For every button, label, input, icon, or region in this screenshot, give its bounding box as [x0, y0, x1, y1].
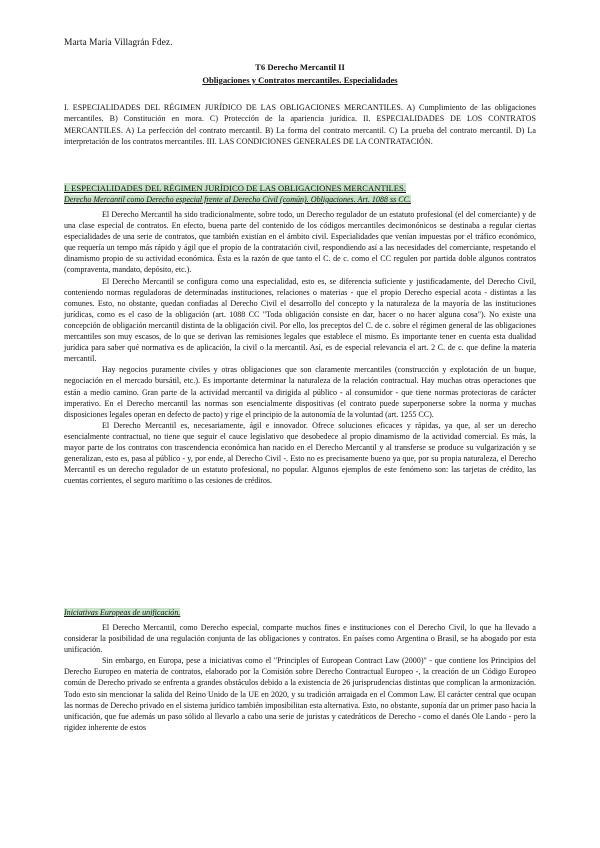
paragraph: El Derecho Mercantil se configura como una especialidad, esto es, se diferencia suficiente y justificadamente, del Derecho Civil, conteniendo normas reguladoras de determinadas instituciones, relaciones o materias - que el propio Derecho especial acota - distintas a las comunes. Esto, no obstante, quedan confiadas al Derecho Civil el desarrollo del concepto y la naturaleza de la mayoría de las instituciones jurídicas, como es el caso de la obligación (art. 1088 CC "Toda obligación consiste en dar, hacer o no hacer alguna cosa"). No existe una concepción de obligación mercantil distinta de la obligación civil. Por ello, los preceptos del C. de c. sobre el régimen general de las obligaciones mercantiles son muy escasos, de lo que se derivan las remisiones legales que establece el mismo. Es importante tener en cuenta esta dualidad jurídica para saber qué normativa es de aplicación, la civil o la mercantil. Así, es de especial relevancia el art. 2 C. de c. que define la materia mercantil.	[64, 276, 536, 364]
author-name: Marta María Villagrán Fdez.	[64, 38, 173, 48]
paragraph: El Derecho Mercantil, como Derecho especial, comparte muchos fines e instituciones con el Derecho Civil, lo que ha llevado a considerar la posibilidad de una regulación conjunta de las obligaciones y contratos. En países como Argentina o Brasil, se ha abogado por esta unificación.	[64, 623, 536, 655]
section-1-heading	[64, 183, 536, 193]
document-topic: T6 Derecho Mercantil II	[255, 62, 345, 72]
section-1-body	[64, 209, 536, 486]
section-2-body	[64, 622, 536, 733]
section-1-subheading-text: Derecho Mercantil como Derecho especial frente al Derecho Civil (común). Obligaciones. Art. 1088 ss CC.	[64, 195, 411, 204]
section-2-subheading	[64, 608, 180, 617]
paragraph: Hay negocios puramente civiles y otras obligaciones que son claramente mercantiles (construcción y explotación de un buque, negociación en el mercado bursátil, etc.). Es importante determinar la naturaleza de la relación contractual. Hay muchas otras operaciones que están a medio camino. Gran parte de la actividad mercantil va dirigida al público - al consumidor - que tiene normas protectoras de carácter imperativo. En el Derecho mercantil las normas son esencialmente dispositivas (el contrato puede superponerse sobre la norma y muchas disposiciones legales operan en defecto de pacto) y rige el principio de la autonomía de la voluntad (art. 1255 CC).	[64, 365, 536, 419]
section-1-heading-text: I. ESPECIALIDADES DEL RÉGIMEN JURÍDICO DE LAS OBLIGACIONES MERCANTILES.	[64, 183, 406, 193]
table-of-contents-summary: I. ESPECIALIDADES DEL RÉGIMEN JURÍDICO DE LAS OBLIGACIONES MERCANTILES. A) Cumplimiento de las obligaciones mercantiles. B) Constitución en mora. C) Protección de la apariencia jurídica. II. ESPECIALIDADES DE LOS CONTRATOS MERCANTILES. A) La perfección del contrato mercantil. B) La forma del contrato mercantil. C) La prueba del contrato mercantil. D) La interpretación de los contratos mercantiles. III. LAS CONDICIONES GENERALES DE LA CONTRATACIÓN.	[64, 103, 536, 147]
paragraph: El Derecho Mercantil ha sido tradicionalmente, sobre todo, un Derecho regulador de un estatuto profesional (el del comerciante) y de una clase especial de contratos. En efecto, buena parte del contenido de los códigos mercantiles decimonónicos se destinaba a regular ciertas especialidades de una serie de contratos, que también existían en el ámbito civil. Especialidades que venían impuestas por el tráfico económico, que requería un tempo más rápido y ágil que el propio de la contratación civil, respondiendo así a las necesidades del comerciante, respetando el dinamismo propio de su actividad económica. Ésta es la razón de que tanto el C. de c. como el CC regulen por partida doble algunos contratos (compraventa, mandato, depósito, etc.).	[64, 210, 536, 275]
section-2-subheading-text: Iniciativas Europeas de unificación.	[64, 608, 181, 617]
section-1-subheading	[64, 195, 411, 204]
document-subtitle: Obligaciones y Contratos mercantiles. Especialidades	[202, 75, 398, 85]
paragraph: Sin embargo, en Europa, pese a iniciativas como el "Principles of European Contract Law (2000)" - que contiene los Principios del Derecho Europeo en materia de contratos, elaborado por la Comisión sobre Derecho Contractual Europeo -, la creación de un Código Europeo común de Derecho privado se enfrenta a grandes obstáculos debido a la existencia de 26 jurisprudencias distintas que complican la armonización. Todo esto sin mencionar la salida del Reino Unido de la UE en 2020, y su tradición arraigada en el Common Law. El carácter central que ocupan las normas de Derecho privado en el sistema jurídico también imposibilitan esta alternativa. Esto, no obstante, suponía dar un primer paso hacia la unificación, que fue además un paso sólido al llevarlo a cabo una serie de juristas y catedráticos de Derecho - como el danés Ole Lando - pero la rigidez inherente de estos	[64, 656, 536, 732]
paragraph: El Derecho Mercantil es, necesariamente, ágil e innovador. Ofrece soluciones eficaces y rápidas, ya que, al ser un derecho esencialmente contractual, no tiene que seguir el cauce legislativo que desobedece al propio dinamismo de la actividad comercial. Es más, la mayor parte de los contratos con trascendencia económica han nacido en el Derecho Mercantil y al transferse se produce su vulgarización y se generalizan, esto es, pasa al público - y, por ende, al Derecho Civil -. Esto no es precisamente bueno ya que, por su propia naturaleza, el Derecho Mercantil es un derecho regulador de un estatuto profesional, no popular. Algunos ejemplos de este fenómeno son: las tarjetas de crédito, las cuentas corrientes, el seguro marítimo o las cesiones de créditos.	[64, 420, 536, 486]
